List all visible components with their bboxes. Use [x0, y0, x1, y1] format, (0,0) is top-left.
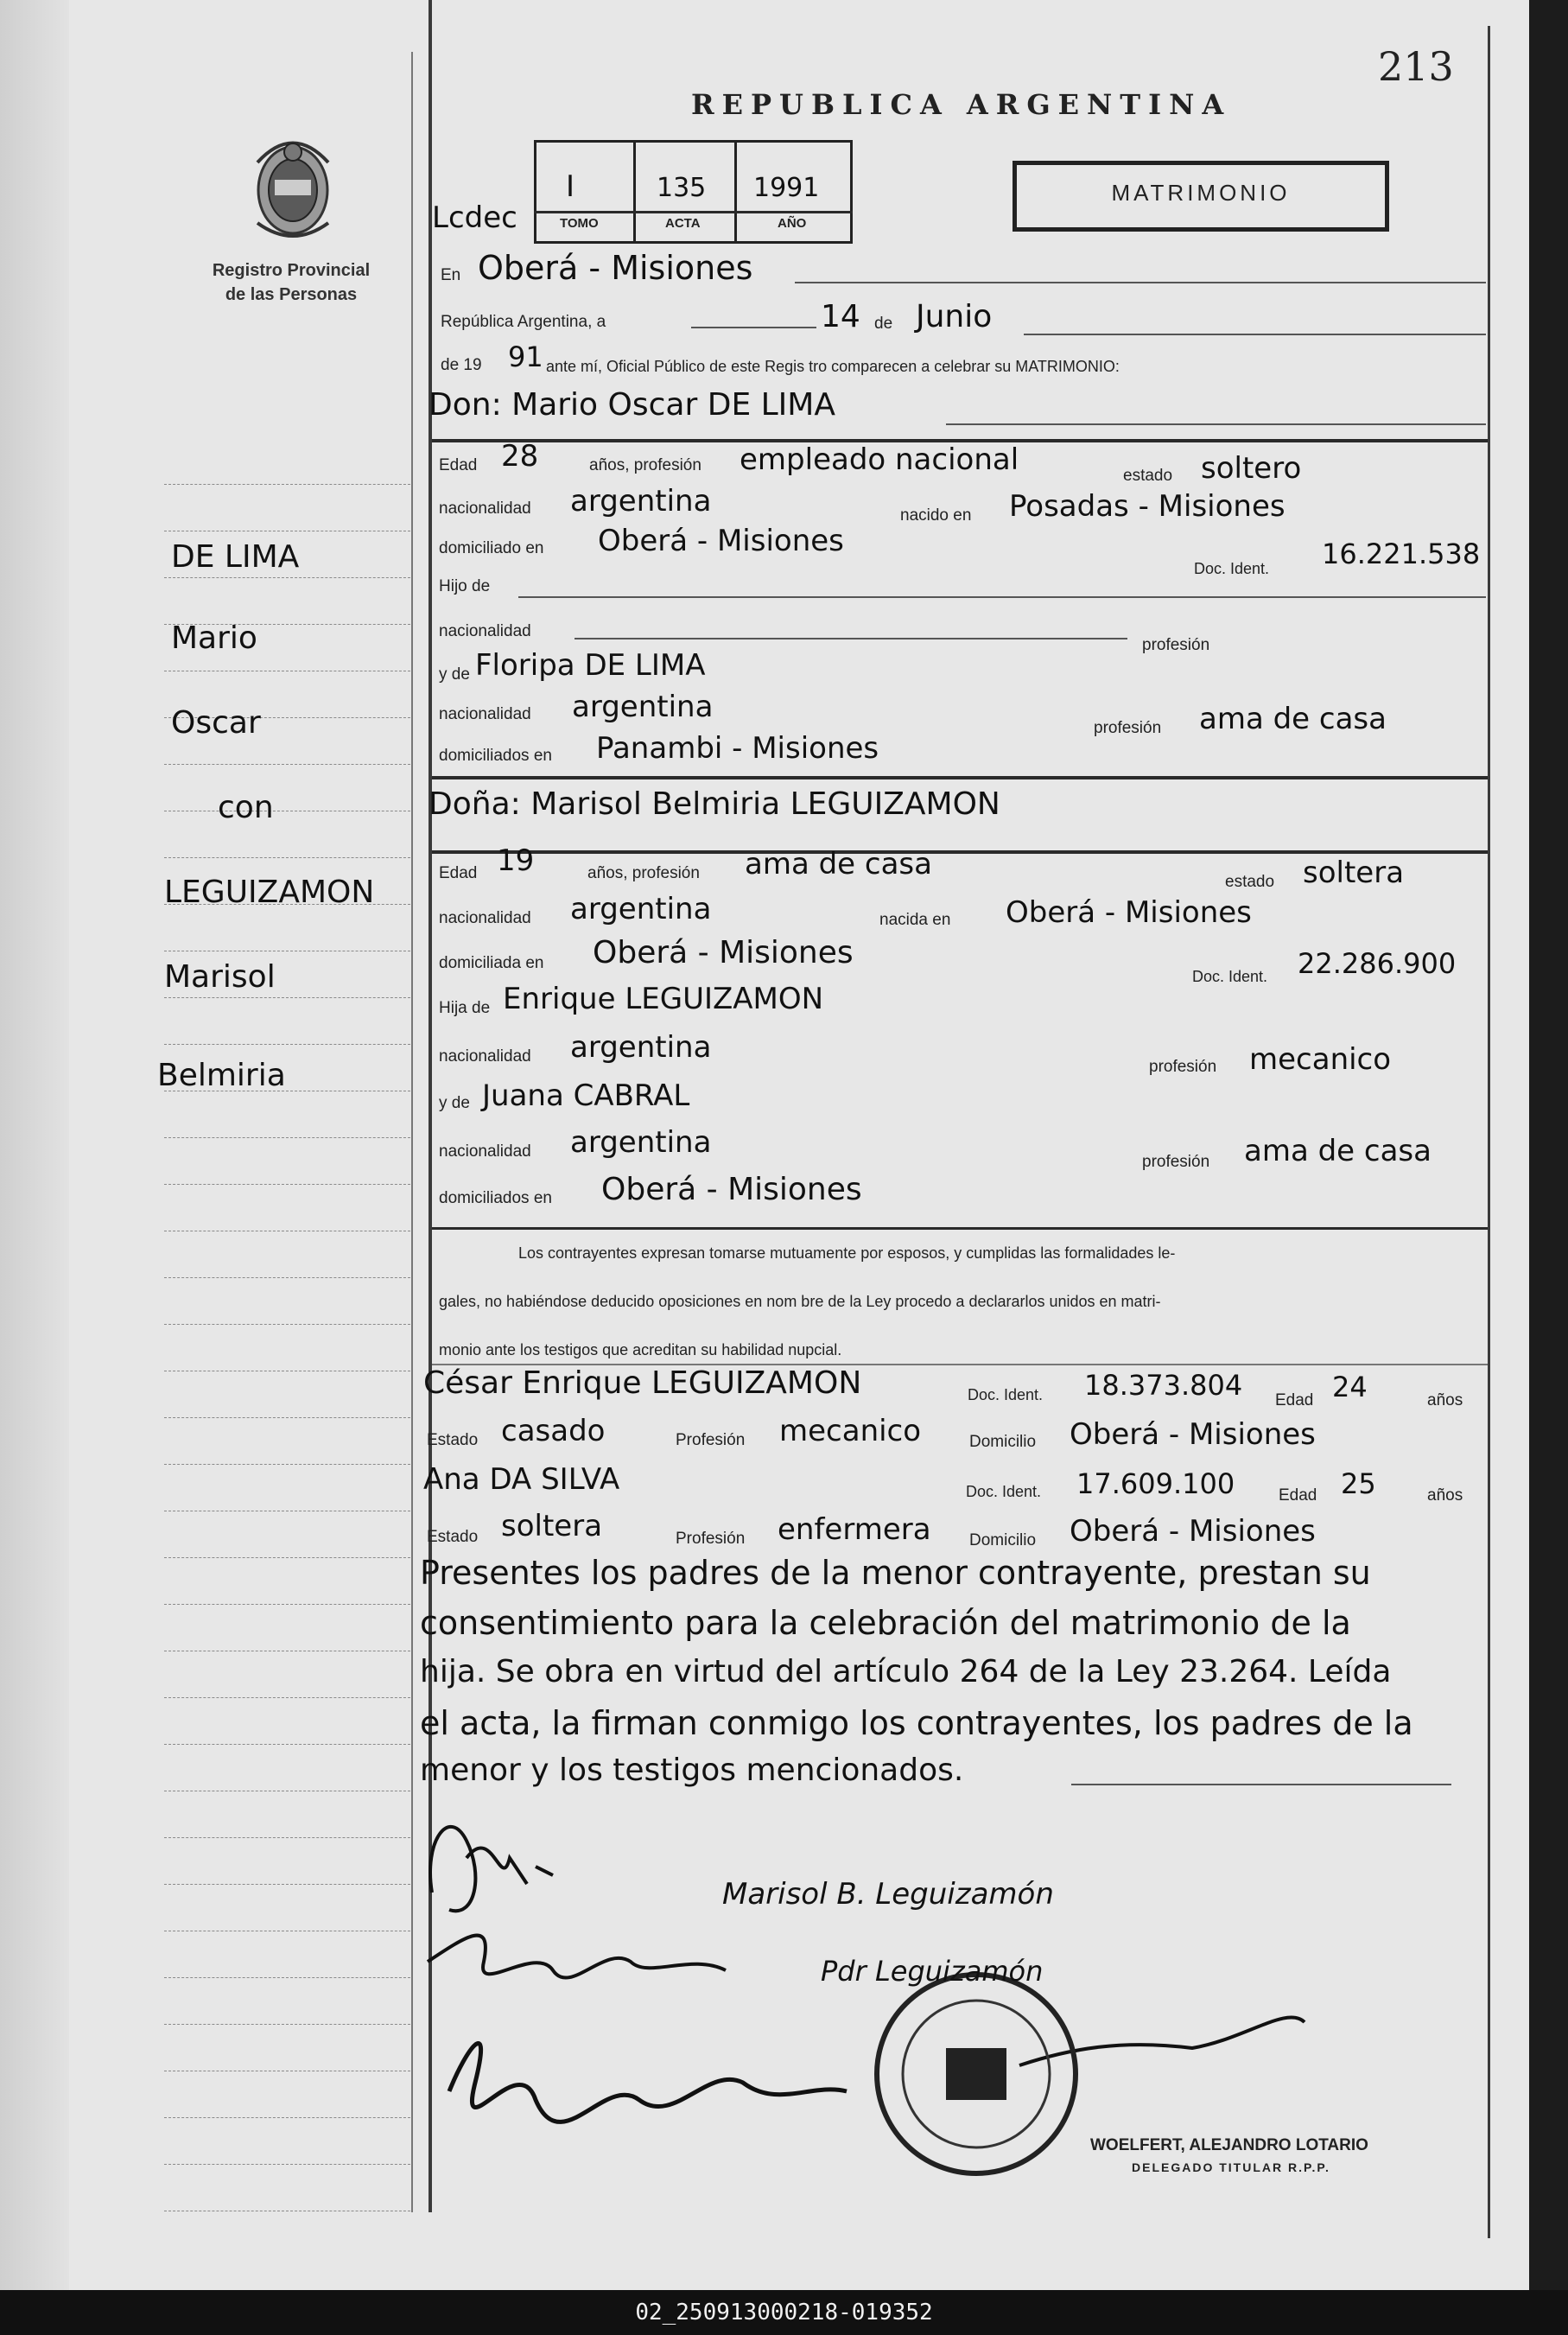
margin-rule-line [164, 1184, 410, 1185]
bride-anos-prof-label: años, profesión [587, 864, 700, 882]
bride-mother: Juana CABRAL [482, 1078, 690, 1113]
groom-hijo-label: Hijo de [439, 577, 491, 595]
legal-line-2: gales, no habiéndose deducido oposiciones en nom bre de la Ley procedo a declararlos unidos en matri- [439, 1293, 1161, 1310]
witness2-profesion: enfermera [778, 1512, 931, 1547]
bride-section-rule [432, 850, 1488, 854]
groom-mother-prof: ama de casa [1199, 702, 1387, 736]
record-prefix: Lcdec [432, 200, 517, 235]
margin-rule-line [164, 577, 410, 578]
witness1-edad-label: Edad [1275, 1391, 1314, 1409]
bride-parents-dom-label: domiciliados en [439, 1189, 552, 1207]
coat-of-arms-emblem [240, 128, 346, 249]
note-line-4: el acta, la firman conmigo los contrayentes, los padres de la [420, 1704, 1413, 1742]
groom-nac-label: nacionalidad [439, 499, 531, 518]
legal-line-1: Los contrayentes expresan tomarse mutuamente por esposos, y cumplidas las formalidades le- [518, 1244, 1176, 1262]
official-signature [449, 2044, 847, 2122]
witness1-doc-label: Doc. Ident. [968, 1386, 1044, 1403]
groom-dom-label: domiciliado en [439, 539, 544, 557]
groom-name: Don: Mario Oscar DE LIMA [429, 387, 835, 423]
note-line-3: hija. Se obra en virtud del artículo 264 de la Ley 23.264. Leída [420, 1654, 1392, 1689]
de-label: de [874, 315, 893, 333]
bride-father-prof-label: profesión [1149, 1058, 1217, 1076]
page-number: 213 [1378, 43, 1454, 90]
margin-name-7: Belmiria [157, 1058, 286, 1093]
margin-rule-line [164, 484, 410, 485]
margin-inner-line [411, 52, 413, 2212]
father-signature: Pdr Leguizamón [821, 1955, 1044, 1988]
bride-mother-prof: ama de casa [1244, 1134, 1432, 1168]
acta-label: ACTA [665, 216, 701, 231]
margin-name-4: con [218, 790, 274, 825]
margin-rule-line [164, 1464, 410, 1465]
groom-father-prof-label: profesión [1142, 636, 1210, 654]
bride-father: Enrique LEGUIZAMON [503, 982, 824, 1016]
bride-profesion: ama de casa [745, 847, 932, 881]
witness1-dom-label: Domicilio [969, 1433, 1037, 1451]
margin-name-6: Marisol [164, 959, 276, 995]
header-title: REPUBLICA ARGENTINA [691, 88, 1232, 121]
witness2-prof-label: Profesión [676, 1530, 746, 1548]
tomo-value: I [566, 169, 575, 204]
margin-rule-line [164, 764, 410, 765]
registry-line1: Registro Provincial [212, 261, 371, 280]
groom-profesion: empleado nacional [740, 442, 1019, 477]
bride-nacida: Oberá - Misiones [1006, 895, 1252, 930]
groom-nacido: Posadas - Misiones [1009, 489, 1286, 524]
groom-edad: 28 [501, 439, 539, 474]
groom-mother-nac-label: nacionalidad [439, 705, 531, 723]
groom-parents-dom: Panambi - Misiones [596, 731, 879, 766]
bride-y-de-label: y de [439, 1094, 470, 1112]
margin-name-2: Mario [171, 620, 257, 656]
witness1-estado: casado [501, 1414, 606, 1448]
place-fill [795, 282, 1486, 283]
ano-value: 1991 [753, 173, 820, 203]
margin-rule-line [164, 1697, 410, 1698]
place-value: Oberá - Misiones [478, 249, 753, 287]
witness1-profesion: mecanico [779, 1414, 922, 1448]
ano-label: AÑO [778, 216, 807, 231]
bride-father-nac: argentina [570, 1030, 712, 1065]
groom-estado: soltero [1201, 451, 1302, 486]
witness-signature [428, 1936, 726, 1978]
groom-mother-nac: argentina [572, 690, 714, 724]
bride-father-nac-label: nacionalidad [439, 1047, 531, 1066]
witness1-name: César Enrique LEGUIZAMON [423, 1365, 862, 1401]
margin-rule-line [164, 1277, 410, 1278]
margin-rule-line [164, 1557, 410, 1558]
binding-edge [0, 0, 69, 2290]
bride-mother-nac-label: nacionalidad [439, 1142, 531, 1161]
witness2-edad-label: Edad [1279, 1486, 1317, 1505]
witness1-edad: 24 [1332, 1371, 1368, 1403]
bride-estado: soltera [1303, 856, 1405, 890]
groom-estado-label: estado [1123, 467, 1173, 485]
bride-name: Doña: Marisol Belmiria LEGUIZAMON [429, 786, 1000, 822]
groom-father-nac-fill [575, 638, 1127, 639]
groom-mother: Floripa DE LIMA [475, 648, 706, 683]
groom-nacido-label: nacido en [900, 506, 972, 525]
bride-nacida-label: nacida en [879, 911, 951, 929]
bride-nacionalidad: argentina [570, 892, 712, 926]
groom-signature [430, 1827, 553, 1911]
witness1-domicilio: Oberá - Misiones [1070, 1417, 1316, 1452]
margin-rule-line [164, 1884, 410, 1885]
groom-domicilio: Oberá - Misiones [598, 524, 844, 558]
groom-nacionalidad: argentina [570, 484, 712, 519]
bride-edad-label: Edad [439, 864, 478, 882]
witness2-anos-label: años [1427, 1486, 1463, 1505]
bride-mother-prof-label: profesión [1142, 1153, 1210, 1171]
day-fill-left [691, 327, 816, 328]
witness2-doc: 17.609.100 [1076, 1467, 1235, 1500]
margin-rule-line [164, 857, 410, 858]
bride-doc: 22.286.900 [1298, 947, 1457, 980]
witness1-estado-label: Estado [427, 1431, 479, 1449]
groom-end-rule [432, 776, 1488, 779]
bride-nac-label: nacionalidad [439, 909, 531, 927]
witness2-estado-label: Estado [427, 1528, 479, 1546]
bride-dom-label: domiciliada en [439, 954, 544, 972]
note-line-1: Presentes los padres de la menor contrayente, prestan su [420, 1554, 1371, 1592]
margin-rule-line [164, 2164, 410, 2165]
legal-line-3: monio ante los testigos que acreditan su habilidad nupcial. [439, 1341, 842, 1358]
groom-father-nac-label: nacionalidad [439, 622, 531, 640]
month-fill [1024, 334, 1486, 335]
witness2-domicilio: Oberá - Misiones [1070, 1514, 1316, 1549]
margin-rule-line [164, 1744, 410, 1745]
witness2-name: Ana DA SILVA [423, 1462, 620, 1497]
margin-name-1: DE LIMA [171, 539, 300, 575]
record-box-divider [534, 211, 853, 213]
margin-rule-line [164, 2117, 410, 2118]
bride-doc-label: Doc. Ident. [1192, 968, 1268, 985]
witness1-prof-label: Profesión [676, 1431, 746, 1449]
groom-father-fill [518, 596, 1486, 598]
bride-edad: 19 [497, 843, 535, 878]
tomo-label: TOMO [560, 216, 599, 231]
note-line-5: menor y los testigos mencionados. [420, 1753, 964, 1788]
republica-label: República Argentina, a [441, 313, 606, 331]
margin-rule-line [164, 1977, 410, 1978]
signatures-area [415, 1789, 1486, 2221]
year-prefix: de 19 [441, 356, 482, 374]
groom-mother-prof-label: profesión [1094, 719, 1162, 737]
bride-parents-dom: Oberá - Misiones [601, 1172, 862, 1207]
witness2-estado: soltera [501, 1509, 603, 1543]
margin-rule-line [164, 997, 410, 998]
groom-edad-label: Edad [439, 456, 478, 474]
intro-statement: ante mí, Oficial Público de este Regis tro comparecen a celebrar su MATRIMONIO: [546, 358, 1120, 375]
margin-name-5: LEGUIZAMON [164, 875, 375, 910]
groom-y-de-label: y de [439, 665, 470, 684]
witness1-doc: 18.373.804 [1084, 1369, 1243, 1402]
bride-end-rule [432, 1227, 1488, 1230]
bride-mother-nac: argentina [570, 1125, 712, 1160]
en-label: En [441, 266, 461, 284]
witness2-dom-label: Domicilio [969, 1531, 1037, 1549]
bride-hija-label: Hija de [439, 999, 491, 1017]
registry-line2: de las Personas [225, 285, 358, 304]
bride-father-prof: mecanico [1249, 1042, 1392, 1077]
groom-name-fill [946, 423, 1486, 425]
margin-rule-line [164, 1604, 410, 1605]
year-suffix: 91 [508, 340, 543, 373]
groom-doc: 16.221.538 [1322, 538, 1481, 570]
witness2-edad: 25 [1341, 1467, 1376, 1500]
doc-type-label: MATRIMONIO [1111, 180, 1291, 206]
witness2-doc-label: Doc. Ident. [966, 1483, 1042, 1500]
bride-signature: Marisol B. Leguizamón [722, 1877, 1054, 1912]
note-end-fill [1071, 1784, 1451, 1785]
acta-value: 135 [657, 173, 707, 203]
image-id-caption: 02_250913000218-019352 [0, 2290, 1568, 2335]
witness1-anos-label: años [1427, 1391, 1463, 1409]
margin-rule-line [164, 2024, 410, 2025]
bride-domicilio: Oberá - Misiones [593, 935, 854, 970]
day-value: 14 [821, 299, 860, 334]
margin-rule-line [164, 1324, 410, 1325]
right-border [1488, 26, 1490, 2238]
month-value: Junio [916, 299, 993, 334]
margin-rule-line [164, 1837, 410, 1838]
bride-estado-label: estado [1225, 873, 1275, 891]
groom-parents-dom-label: domiciliados en [439, 747, 552, 765]
groom-doc-label: Doc. Ident. [1194, 560, 1270, 577]
margin-rule-line [164, 1137, 410, 1138]
groom-anos-prof-label: años, profesión [589, 456, 701, 474]
margin-rule-line [164, 1417, 410, 1418]
margin-rule-line [164, 1044, 410, 1045]
note-line-2: consentimiento para la celebración del matrimonio de la [420, 1604, 1351, 1642]
margin-name-3: Oscar [171, 705, 261, 741]
official-name: WOELFERT, ALEJANDRO LOTARIO [1090, 2136, 1368, 2154]
official-title: DELEGADO TITULAR R.P.P. [1132, 2160, 1330, 2174]
seal-center [946, 2048, 1006, 2100]
